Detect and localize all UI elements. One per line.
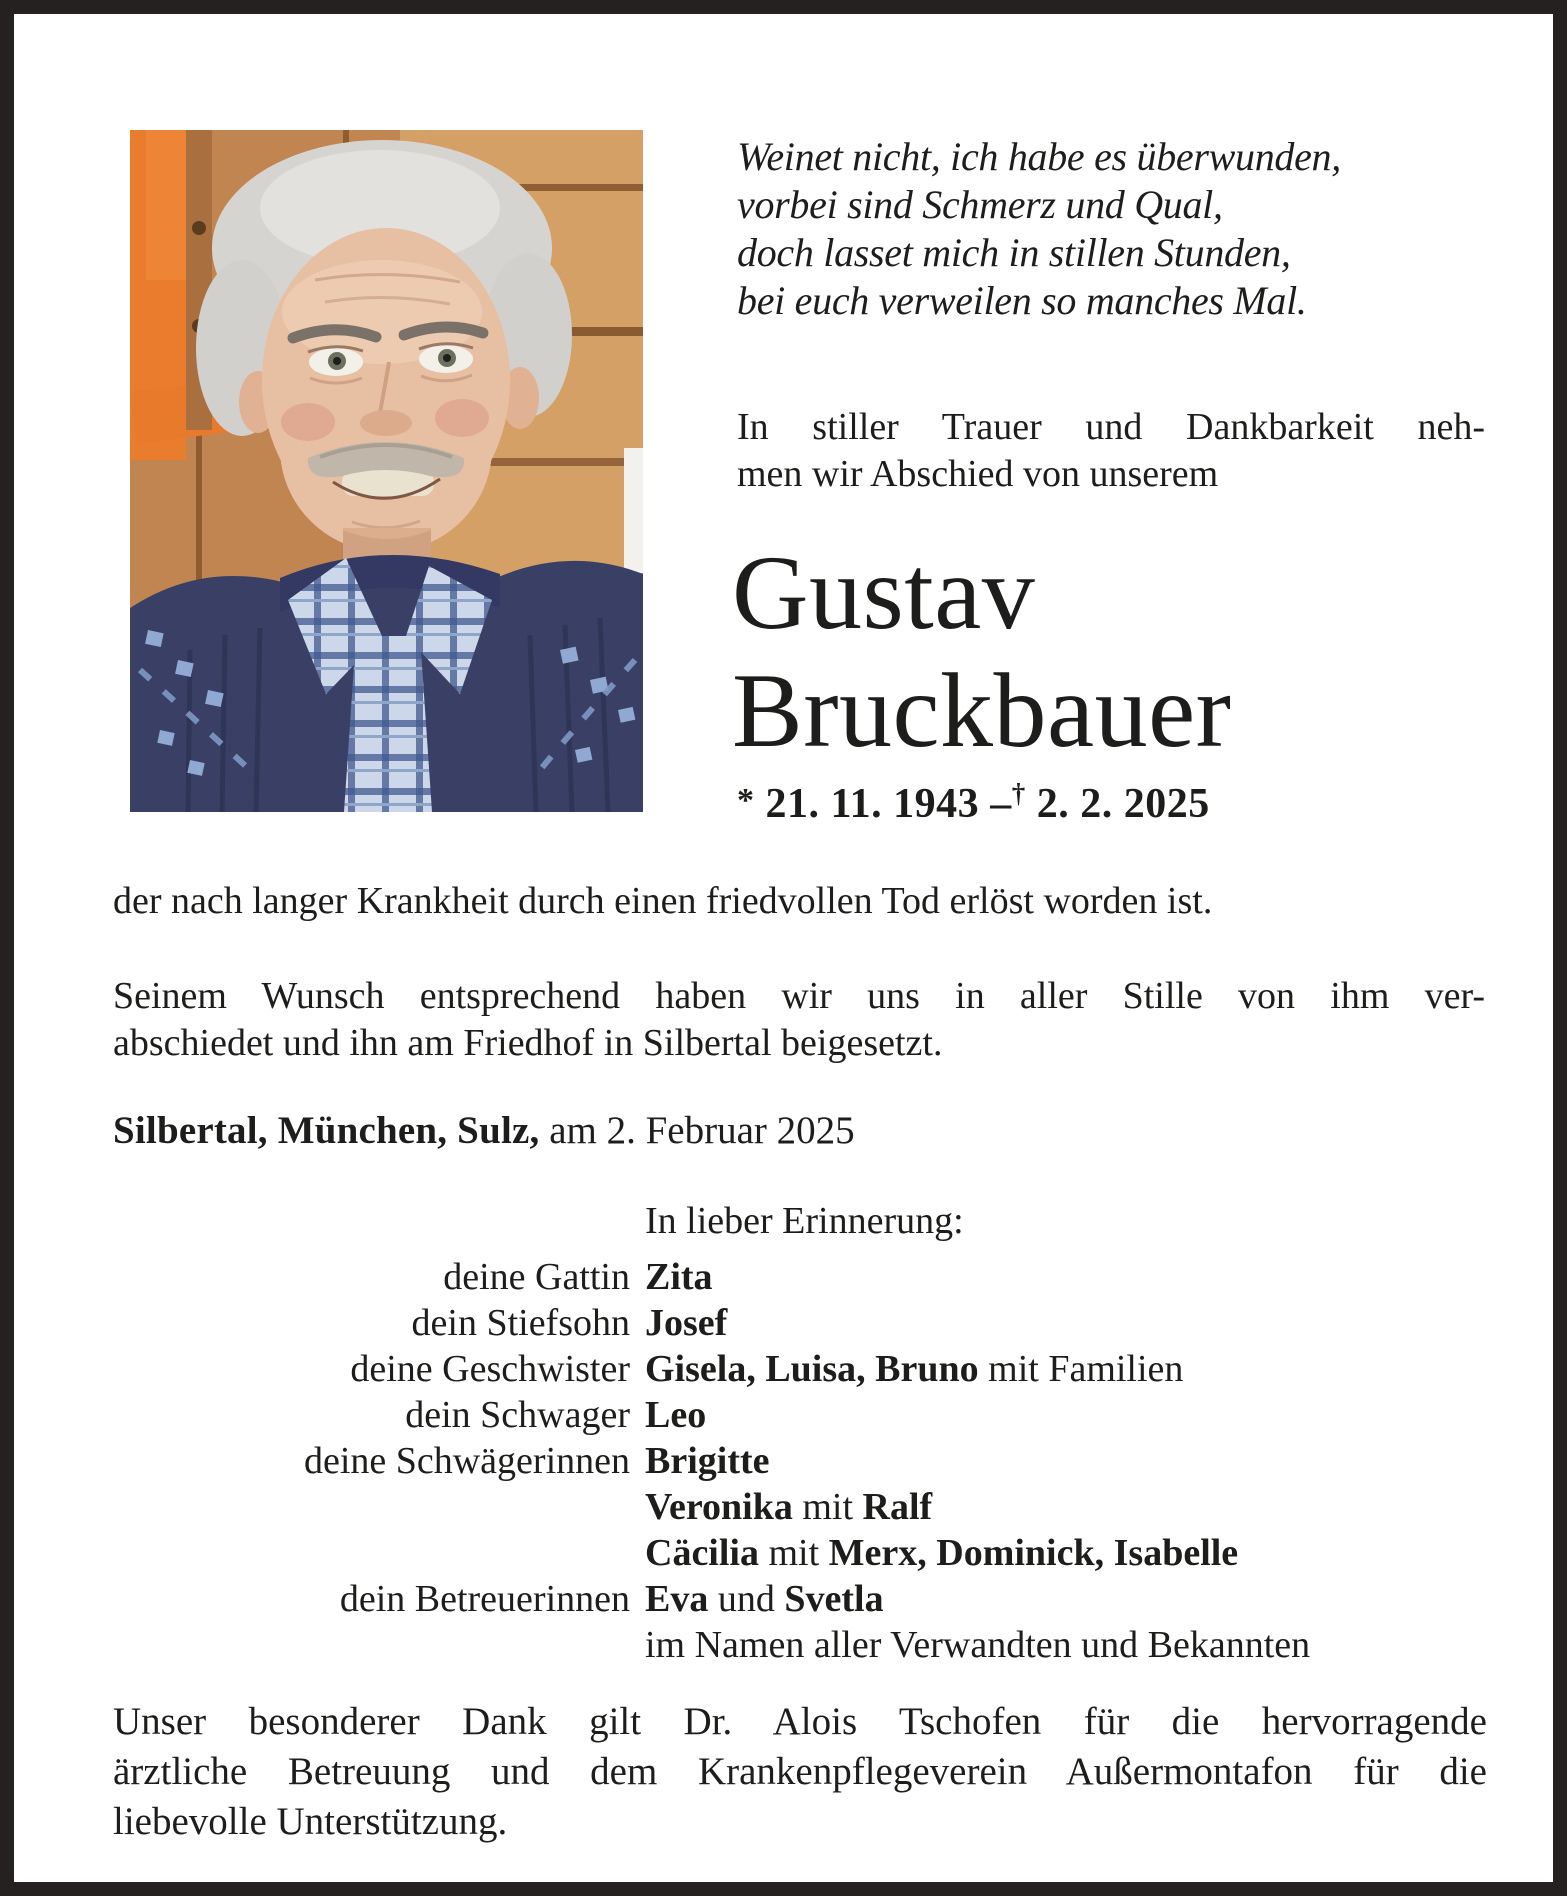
deceased-last-name: Bruckbauer xyxy=(732,652,1232,769)
relation-names xyxy=(630,1484,932,1530)
relation-names xyxy=(630,1530,1238,1576)
relation-names xyxy=(630,1346,1183,1392)
list-item xyxy=(113,1576,1485,1622)
relation-connector: mit xyxy=(792,1486,863,1528)
date-text: am 2. Februar 2025 xyxy=(539,1109,855,1152)
portrait-photo xyxy=(130,130,643,812)
intro-line: In stiller Trauer und Dankbarkeit neh- xyxy=(737,406,1485,448)
relation-label xyxy=(113,1484,630,1530)
list-item xyxy=(113,1530,1485,1576)
burial-paragraph-line: Seinem Wunsch entsprechend haben wir uns in aller Stille von ihm ver- xyxy=(113,975,1485,1017)
poem-line: doch lasset mich in stillen Stunden, xyxy=(737,230,1291,275)
relation-names xyxy=(630,1254,713,1300)
place-date-line xyxy=(113,1108,855,1153)
memorial-poem xyxy=(737,133,1497,325)
relative-name: Gisela, Luisa, Bruno xyxy=(645,1348,979,1390)
thanks-paragraph xyxy=(113,1697,1487,1847)
intro-text xyxy=(737,404,1485,498)
list-item xyxy=(113,1254,1485,1300)
relation-suffix: mit Familien xyxy=(978,1348,1184,1390)
relative-name: Ralf xyxy=(862,1486,933,1528)
thanks-line: ärztliche Betreuung und dem Krankenpflegeverein Außermontafon für die xyxy=(113,1750,1487,1793)
relation-label: deine Schwägerinnen xyxy=(303,1440,630,1482)
list-item xyxy=(113,1392,1485,1438)
burial-paragraph xyxy=(113,973,1485,1067)
relation-names xyxy=(630,1576,884,1622)
relative-name: Josef xyxy=(645,1302,728,1344)
poem-line: bei euch verweilen so manches Mal. xyxy=(737,278,1307,323)
relation-connector: mit xyxy=(758,1532,829,1574)
relative-name: Veronika xyxy=(645,1486,793,1528)
relation-names xyxy=(630,1300,727,1346)
list-item xyxy=(113,1438,1485,1484)
birth-date: 21. 11. 1943 xyxy=(765,781,980,827)
poem-line: vorbei sind Schmerz und Qual, xyxy=(737,182,1223,227)
relation-label xyxy=(113,1530,630,1576)
list-item xyxy=(113,1346,1485,1392)
list-item xyxy=(113,1300,1485,1346)
relation-label: dein Schwager xyxy=(405,1394,630,1436)
relation-names xyxy=(630,1392,706,1438)
deceased-name xyxy=(732,534,1512,770)
relative-name: Zita xyxy=(645,1256,713,1298)
list-item xyxy=(113,1622,1485,1668)
relation-names xyxy=(630,1438,770,1484)
death-symbol: † xyxy=(1011,778,1026,808)
relative-name: Merx, Dominick, Isabelle xyxy=(828,1532,1239,1574)
date-separator: – xyxy=(990,781,1012,827)
closing-line xyxy=(630,1622,1310,1668)
relation-label: deine Gattin xyxy=(443,1256,630,1298)
relative-name: Brigitte xyxy=(645,1440,770,1482)
relation-label: deine Geschwister xyxy=(350,1348,630,1390)
remembrance-section xyxy=(113,1198,1485,1668)
burial-paragraph-line: abschiedet und ihn am Friedhof in Silbertal beigesetzt. xyxy=(113,1022,943,1064)
closing-text: im Namen aller Verwandten und Bekannten xyxy=(645,1624,1311,1666)
relative-name: Cäcilia xyxy=(645,1532,759,1574)
relative-name: Leo xyxy=(645,1394,707,1436)
portrait-photo-graphic xyxy=(130,130,643,812)
death-date: 2. 2. 2025 xyxy=(1036,781,1210,827)
relation-label: dein Stiefsohn xyxy=(411,1302,630,1344)
relation-label: dein Betreuerinnen xyxy=(339,1578,630,1620)
intro-line: men wir Abschied von unserem xyxy=(737,453,1219,495)
remembrance-heading: In lieber Erinnerung: xyxy=(645,1200,964,1242)
relation-label xyxy=(113,1622,630,1668)
thanks-line: Unser besonderer Dank gilt Dr. Alois Tschofen für die hervorragende xyxy=(113,1700,1487,1743)
relative-name: Svetla xyxy=(784,1578,884,1620)
deceased-first-name: Gustav xyxy=(732,534,1036,651)
birth-symbol: * xyxy=(737,782,755,819)
poem-line: Weinet nicht, ich habe es überwunden, xyxy=(737,134,1341,179)
list-item xyxy=(113,1484,1485,1530)
thanks-line: liebevolle Unterstützung. xyxy=(113,1800,508,1843)
relative-name: Eva xyxy=(645,1578,709,1620)
places-text: Silbertal, München, Sulz, xyxy=(113,1109,540,1152)
death-paragraph: der nach langer Krankheit durch einen friedvollen Tod erlöst worden ist. xyxy=(113,880,1213,922)
life-dates xyxy=(737,778,1210,828)
relation-connector: und xyxy=(708,1578,785,1620)
